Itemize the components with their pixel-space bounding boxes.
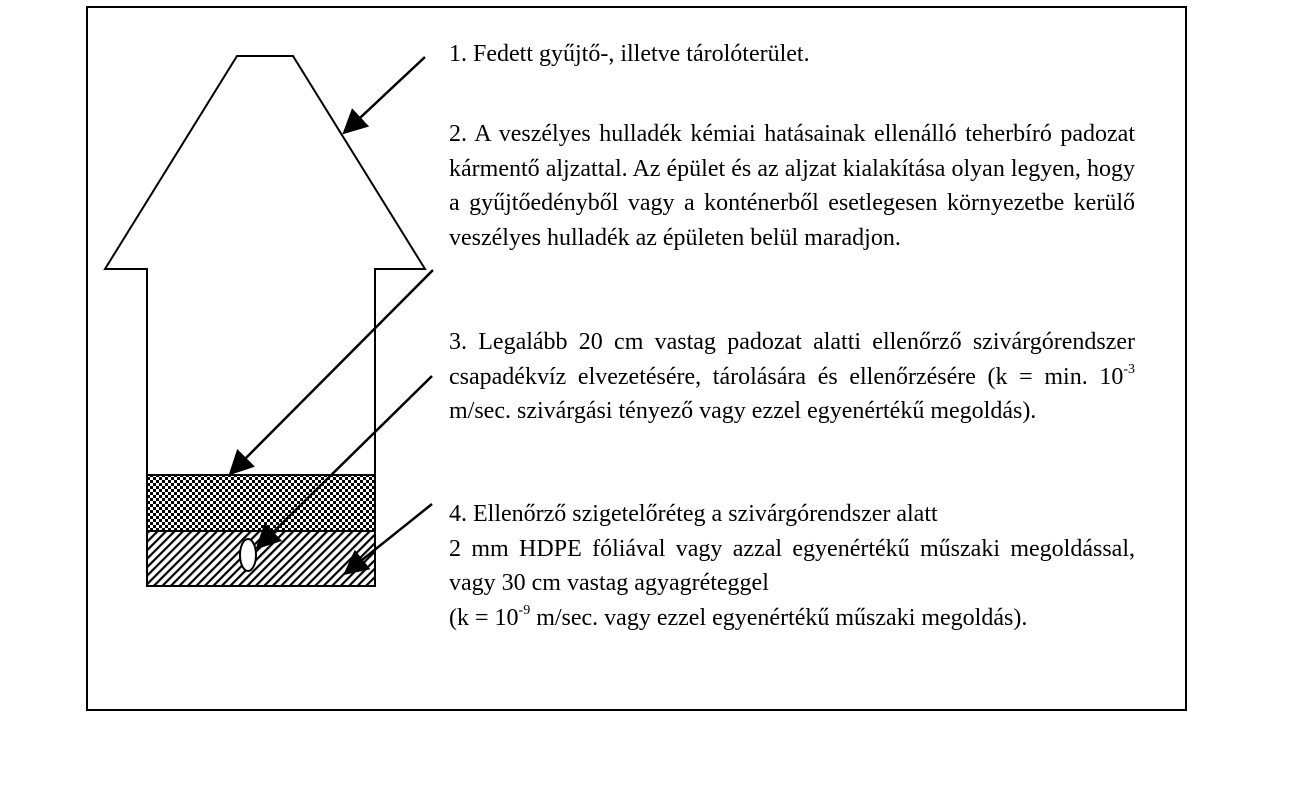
insulation-layer xyxy=(147,531,375,586)
note-1-covered-area xyxy=(449,37,1135,72)
arrow-1 xyxy=(346,57,425,131)
note-4-title: 4. Ellenőrző szigetelőréteg a szivárgórendszer alatt xyxy=(449,501,938,527)
drainage-layer xyxy=(147,475,375,531)
building-outline xyxy=(105,56,425,475)
note-3-drainage-system xyxy=(449,325,1135,429)
note-3-exponent: -3 xyxy=(1123,361,1135,377)
note-4-insulation-layer xyxy=(449,497,1135,635)
note-3-part-a: 3. Legalább 20 cm vastag padozat alatti ellenőrző szivárgórendszer csapadékvíz elvezetésére, tárolására és ellenőrzésére (k = min. 10 xyxy=(449,329,1135,390)
note-4-part-c: (k = 10 xyxy=(449,604,519,631)
note-4-part-d: m/sec. vagy ezzel egyenértékű műszaki megoldás). xyxy=(530,604,1028,631)
note-4-exponent: -9 xyxy=(518,602,531,618)
note-3-part-b: m/sec. szivárgási tényező vagy ezzel egyenértékű megoldás). xyxy=(449,398,1037,424)
note-3-text xyxy=(449,325,1135,429)
note-4-body: 2 mm HDPE fóliával vagy azzal egyenértékű műszaki megoldással, vagy 30 cm vastag agyagréteggel xyxy=(449,535,1135,596)
note-2-floor-base xyxy=(449,117,1135,255)
note-1-text: 1. Fedett gyűjtő-, illetve tárolóterület. xyxy=(449,41,810,67)
arrow-2 xyxy=(232,270,433,472)
note-2-text: 2. A veszélyes hulladék kémiai hatásainak ellenálló teherbíró padozat kármentő aljzattal. Az épület és az aljzat kialakítása olyan legyen, hogy a gyűjtőedényből vagy a konténerből esetlegesen környezetbe kerülő veszélyes hulladék az épületen belül maradjon. xyxy=(449,121,1135,251)
note-4-coefficient xyxy=(449,601,1135,636)
drain-pipe xyxy=(240,539,256,571)
